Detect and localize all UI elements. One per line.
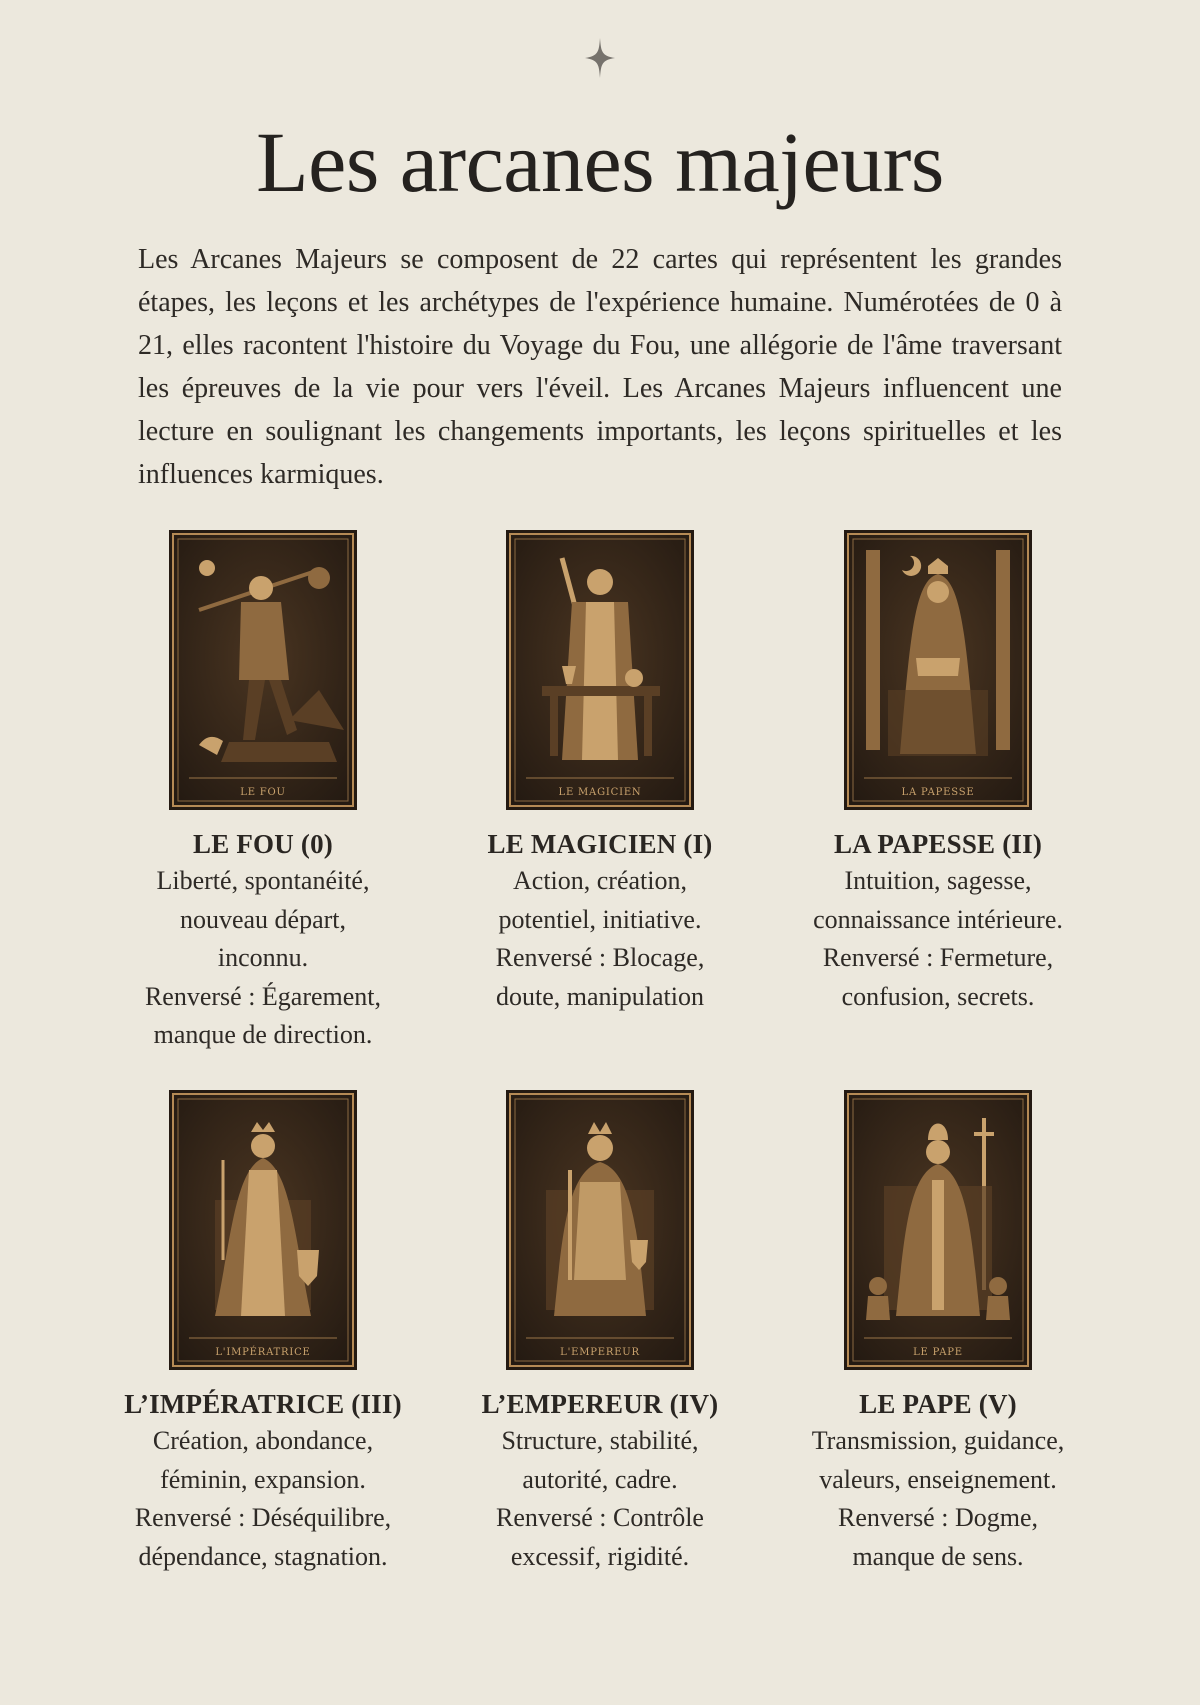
tarot-card-illustration	[169, 530, 357, 810]
card-description-line: connaissance intérieure.	[813, 904, 1063, 934]
card-la-papesse	[788, 530, 1088, 1016]
card-description-line: excessif, rigidité.	[510, 1541, 690, 1571]
card-title: LE FOU (0)	[193, 829, 333, 859]
tarot-card-illustration	[844, 530, 1032, 810]
intro-paragraph: Les Arcanes Majeurs se composent de 22 cartes qui représentent les grandes étapes, les leçons et les archétypes de l'expérience humaine. Numérotées de 0 à 21, elles racontent l'histoire du Voyage du Fou, une allégorie de l'âme traversant les épreuves de la vie pour vers l'éveil. Les Arcanes Majeurs influencent une lecture en soulignant les changements importants, les leçons spirituelles et les influences karmiques.	[138, 244, 1062, 490]
card-description-line: Création, abondance,	[152, 1426, 374, 1455]
card-description-line: Renversé : Dogme,	[837, 1503, 1038, 1532]
card-description-line: Renversé : Contrôle	[496, 1503, 704, 1532]
card-description	[113, 1422, 413, 1576]
card-plate-label: L'EMPEREUR	[560, 1347, 640, 1358]
card-description-line: manque de sens.	[852, 1541, 1024, 1571]
tarot-card-illustration	[844, 1090, 1032, 1370]
card-description-line: valeurs, enseignement.	[819, 1464, 1057, 1494]
card-title: LE PAPE (V)	[859, 1389, 1017, 1419]
tarot-card-illustration	[506, 530, 694, 810]
card-description-line: Renversé : Fermeture,	[822, 943, 1054, 972]
card-description-line: Structure, stabilité,	[501, 1426, 699, 1455]
card-description	[788, 862, 1088, 1016]
card-le-fou	[113, 530, 413, 1055]
card-description-line: Renversé : Blocage,	[495, 943, 705, 972]
card-le-magicien	[450, 530, 750, 1016]
sparkle-icon	[585, 38, 615, 78]
card-plate-label: L'IMPÉRATRICE	[215, 1347, 311, 1358]
card-description-line: Renversé : Déséquilibre,	[134, 1503, 392, 1532]
card-description-line: féminin, expansion.	[160, 1464, 366, 1494]
card-plate-label: LA PAPESSE	[901, 787, 975, 798]
tarot-card-illustration	[169, 1090, 357, 1370]
card-description	[113, 862, 413, 1055]
card-description-line: Action, création,	[513, 866, 687, 895]
card-description-line: confusion, secrets.	[841, 981, 1035, 1011]
card-plate-label: LE FOU	[240, 787, 286, 798]
card-title: LE MAGICIEN (I)	[487, 829, 713, 859]
card-imperatrice	[113, 1090, 413, 1576]
card-description-line: Intuition, sagesse,	[844, 866, 1032, 895]
card-plate-label: LE MAGICIEN	[558, 787, 642, 798]
card-description-line: inconnu.	[217, 943, 309, 972]
card-title: LA PAPESSE (II)	[833, 829, 1043, 859]
card-description-line: manque de direction.	[153, 1020, 373, 1049]
card-description	[788, 1422, 1088, 1576]
card-le-pape	[788, 1090, 1088, 1576]
card-title: L’EMPEREUR (IV)	[481, 1389, 719, 1419]
card-description	[450, 862, 750, 1016]
card-empereur	[450, 1090, 750, 1576]
card-description-line: Transmission, guidance,	[811, 1426, 1065, 1455]
card-description-line: Liberté, spontanéité,	[156, 866, 370, 895]
card-plate-label: LE PAPE	[913, 1347, 963, 1358]
card-description-line: doute, manipulation	[496, 981, 704, 1011]
card-title: L’IMPÉRATRICE (III)	[124, 1389, 402, 1419]
card-description-line: Renversé : Égarement,	[144, 981, 382, 1011]
card-description-line: dépendance, stagnation.	[138, 1541, 388, 1571]
card-description-line: potentiel, initiative.	[498, 904, 702, 934]
card-description	[450, 1422, 750, 1576]
page-title: Les arcanes majeurs	[256, 114, 944, 210]
tarot-card-illustration	[506, 1090, 694, 1370]
card-description-line: autorité, cadre.	[522, 1464, 678, 1494]
card-description-line: nouveau départ,	[179, 904, 347, 934]
